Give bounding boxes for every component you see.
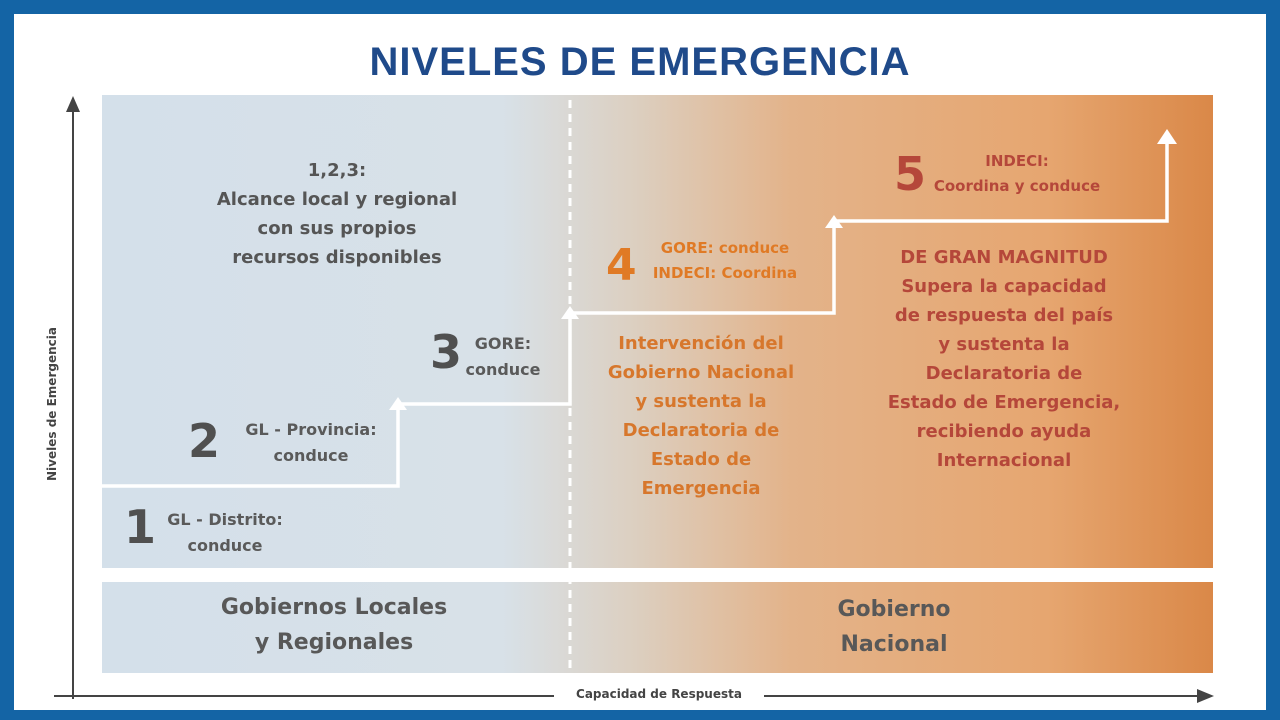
level-1-label (160, 507, 290, 559)
note-line: recursos disponibles (232, 247, 442, 268)
level-3-line2: conduce (465, 360, 541, 379)
bottom-left-line1: Gobiernos Locales (220, 595, 448, 620)
note-line: Alcance local y regional (216, 189, 458, 210)
great-magnitude-note (864, 243, 1144, 475)
note-line: con sus propios (257, 218, 417, 239)
note-line: Estado de (650, 449, 752, 470)
orange-accent-bar (517, 710, 762, 720)
level-1-line2: conduce (187, 536, 263, 555)
level-5-label (926, 149, 1108, 199)
note-line: Gobierno Nacional (607, 362, 795, 383)
note-line: Internacional (936, 450, 1072, 471)
note-line: Estado de Emergencia, (887, 392, 1121, 413)
arrow-up-icon (1157, 129, 1177, 144)
bottom-left-line2: y Regionales (254, 630, 414, 655)
note-line: y sustenta la (938, 334, 1070, 355)
national-intervention-note (584, 329, 818, 503)
bottom-right-line1: Gobierno (837, 597, 951, 622)
level-3-label (460, 331, 546, 383)
level-3-line1: GORE: (474, 334, 532, 353)
level-2-line1: GL - Provincia: (245, 420, 377, 439)
bottom-right-line2: Nacional (840, 632, 948, 657)
y-axis-label: Niveles de Emergencia (45, 327, 59, 481)
level-2-number: 2 (188, 414, 221, 468)
level-2-label (236, 417, 386, 469)
note-line: Supera la capacidad (901, 276, 1107, 297)
national-government-label (774, 592, 1014, 662)
note-line: recibiendo ayuda (916, 421, 1092, 442)
level-2-line2: conduce (273, 446, 349, 465)
note-line: Declaratoria de (925, 363, 1083, 384)
level-3-number: 3 (430, 325, 463, 379)
level-4-line2: INDECI: Coordina (652, 264, 798, 282)
level-1-line1: GL - Distrito: (167, 510, 283, 529)
level-5-number: 5 (894, 147, 927, 201)
level-5-line2: Coordina y conduce (933, 177, 1101, 195)
x-axis-arrow-icon (1197, 689, 1214, 703)
y-axis-arrow-icon (66, 96, 80, 112)
note-line: Declaratoria de (622, 420, 780, 441)
level-1-number: 1 (124, 500, 157, 554)
level-5-line1: INDECI: (985, 152, 1049, 170)
note-line: DE GRAN MAGNITUD (900, 247, 1108, 268)
note-line: 1,2,3: (307, 160, 367, 181)
note-line: y sustenta la (635, 391, 767, 412)
x-axis-label: Capacidad de Respuesta (554, 687, 764, 707)
note-line: de respuesta del país (894, 305, 1114, 326)
note-line: Intervención del (618, 333, 784, 354)
local-scope-note (192, 156, 482, 272)
note-line: Emergencia (641, 478, 761, 499)
local-regional-governments-label (184, 590, 484, 660)
slide-title: NIVELES DE EMERGENCIA (369, 40, 911, 84)
level-4-number: 4 (606, 240, 637, 291)
level-4-label (640, 236, 810, 286)
level-4-line1: GORE: conduce (660, 239, 790, 257)
